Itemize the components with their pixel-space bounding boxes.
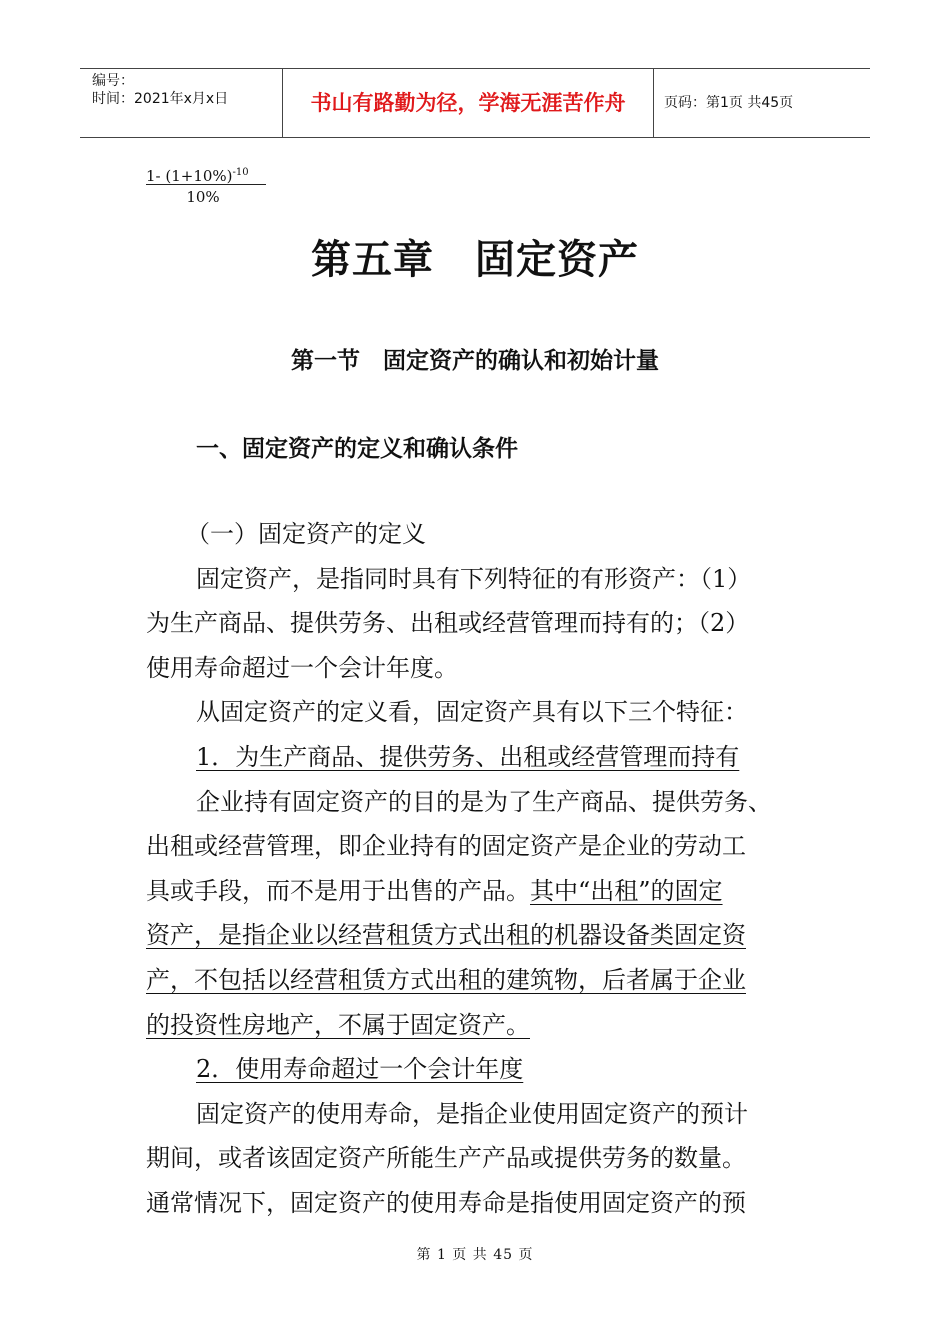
underlined-heading: 2．使用寿命超过一个会计年度 xyxy=(196,1055,524,1084)
body-line xyxy=(146,869,812,914)
document-date-label: 时间：2021年x月x日 xyxy=(92,91,229,107)
formula-numerator: 1- $(1+10\%)^{-10}$ xyxy=(146,160,266,185)
underlined-text: 其中“出租”的固定 xyxy=(530,876,723,905)
section-title: 第一节 固定资产的确认和初始计量 xyxy=(291,348,659,374)
body-line: 从固定资产的定义看，固定资产具有以下三个特征： xyxy=(196,698,748,727)
body-line xyxy=(146,913,812,958)
page-header xyxy=(80,68,870,138)
underlined-text: 资产，是指企业以经营租赁方式出租的机器设备类固定资 xyxy=(146,921,746,950)
formula-exponent: -10 xyxy=(232,167,249,178)
body-line: 固定资产的使用寿命，是指企业使用固定资产的预计 xyxy=(196,1099,748,1128)
body-line: （一）固定资产的定义 xyxy=(186,520,426,548)
body-segment: 具或手段，而不是用于出售的产品。 xyxy=(146,876,530,905)
header-left-cell xyxy=(80,69,282,137)
body-line xyxy=(146,735,812,780)
body-line xyxy=(146,1047,812,1092)
document-number-label: 编号： xyxy=(92,73,134,89)
underlined-text: 产，不包括以经营租赁方式出租的建筑物，后者属于企业 xyxy=(146,965,746,994)
page-footer: 第 1 页 共 45 页 xyxy=(416,1247,534,1263)
underlined-text: 的投资性房地产，不属于固定资产。 xyxy=(146,1010,530,1039)
underlined-heading: 1．为生产商品、提供劳务、出租或经营管理而持有 xyxy=(196,742,740,771)
body-line: 为生产商品、提供劳务、出租或经营管理而持有的；（2） xyxy=(146,609,750,638)
subsection-heading: 一、固定资产的定义和确认条件 xyxy=(196,436,518,462)
body-line: 固定资产，是指同时具有下列特征的有形资产：（1） xyxy=(196,564,752,593)
header-page-info: 页码：第1页 共45页 xyxy=(664,95,794,111)
formula-denominator: 10% xyxy=(186,188,220,206)
body-line: 使用寿命超过一个会计年度。 xyxy=(146,653,458,682)
body-line: 期间，或者该固定资产所能生产产品或提供劳务的数量。 xyxy=(146,1144,746,1173)
body-line xyxy=(146,1003,812,1048)
body-text xyxy=(146,512,812,1226)
body-line: 企业持有固定资产的目的是为了生产商品、提供劳务、 xyxy=(196,787,772,816)
chapter-title: 第五章 固定资产 xyxy=(311,237,639,283)
annuity-formula xyxy=(146,160,266,209)
header-motto: 书山有路勤为径，学海无涯苦作舟 xyxy=(282,69,654,137)
body-line: 出租或经营管理，即企业持有的固定资产是企业的劳动工 xyxy=(146,832,746,861)
body-line: 通常情况下，固定资产的使用寿命是指使用固定资产的预 xyxy=(146,1188,746,1217)
body-line xyxy=(146,958,812,1003)
